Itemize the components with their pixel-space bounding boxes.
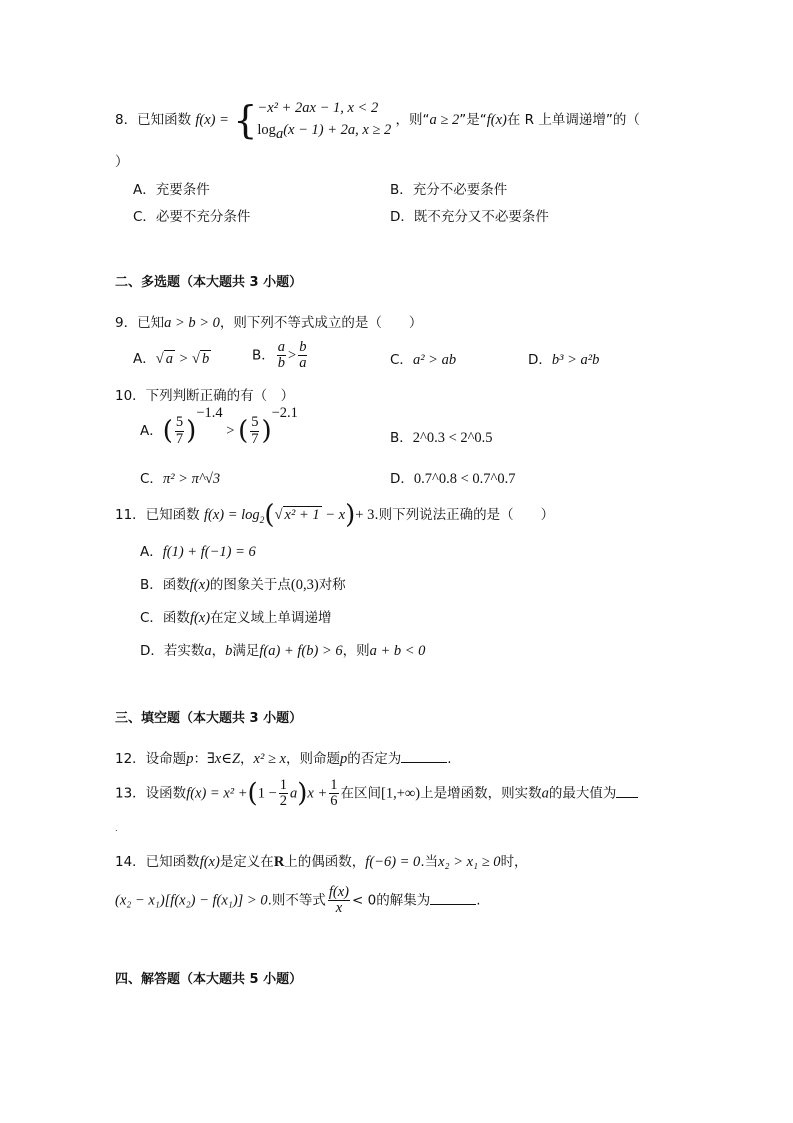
section-3-title: 三、填空题（本大题共 3 小题）: [115, 711, 303, 726]
question-14-line-2: (x₂ − x₁)[f(x₂) − f(x₁)] > 0.则不等式 $\frac{f(x)}{x}$ < 0的解集为 .: [115, 884, 481, 917]
q9-option-a: A．√ a > √ b: [133, 351, 210, 367]
q14-answer-blank: [430, 892, 476, 905]
question-12: 12．设命题p：∃x∈Z，x² ≥ x，则命题p的否定为 .: [115, 751, 452, 767]
section-4-title: 四、解答题（本大题共 5 小题）: [115, 972, 303, 987]
q10-option-d: D．0.7^0.8 < 0.7^0.7: [390, 471, 516, 487]
q11-option-b: B．函数f(x)的图象关于点(0,3)对称: [140, 577, 346, 593]
q11-option-d: D．若实数a，b满足f(a) + f(b) > 6，则a + b < 0: [140, 643, 426, 659]
section-2-title: 二、多选题（本大题共 3 小题）: [115, 275, 303, 290]
q8-function: f(x) =: [195, 111, 229, 128]
q10-option-b: B．2^0.3 < 2^0.5: [390, 430, 493, 446]
q8-piecewise: −x² + 2ax − 1, x < 2 $\log_a(x - 1) + 2a$, x ≥ 2: [257, 100, 392, 142]
question-8-stem: 8．已知函数 f(x) = { −x² + 2ax − 1, x < 2 $\log_a(x - 1) + 2a$, x ≥ 2 ，则“a ≥ 2”是“f(x)在 R 上单调递增”的（: [115, 97, 640, 142]
q10-option-a: A．( $\frac{5}{7}$ )$^{-1.4}$ > ( $\frac{5}{7}$ )$^{-2.1}$: [140, 405, 298, 447]
q12-answer-blank: [401, 750, 447, 763]
question-9-stem: 9．已知a > b > 0，则下列不等式成立的是（ ）: [115, 315, 423, 331]
q8-option-d: D．既不充分又不必要条件: [390, 209, 549, 225]
q8-option-b: B．充分不必要条件: [390, 182, 508, 198]
q11-option-c: C．函数f(x)在定义域上单调递增: [140, 610, 332, 626]
question-14-line-1: 14．已知函数f(x)是定义在R上的偶函数，f(−6) = 0.当x₂ > x₁ ≥ 0时，: [115, 854, 528, 870]
question-11-stem: 11．已知函数 $f(x) = \log_2(√$ x² + 1 − x)+ 3.则下列说法正确的是（ ）: [115, 500, 555, 530]
q8-option-c: C．必要不充分条件: [133, 209, 251, 225]
question-10-stem: 10．下列判断正确的有（ ）: [115, 388, 295, 404]
question-13: 13．设函数f(x) = x² +(1 − $\frac{1}{2}$ a)x + $\frac{1}{6}$ 在区间[1,+∞)上是增函数，则实数a的最大值为: [115, 778, 638, 809]
q13-stray-dot: .: [115, 824, 118, 833]
q9-option-c: C．a² > ab: [390, 352, 457, 368]
q13-answer-blank: [616, 785, 638, 798]
q8-close-paren: ）: [115, 154, 129, 170]
q10-option-c: C．π² > π^√3: [140, 471, 221, 487]
q8-option-a: A．充要条件: [133, 182, 210, 198]
q9-option-b: B． $\frac{a}{b}$ > $\frac{b}{a}$: [252, 339, 307, 372]
q11-option-a: A．f(1) + f(−1) = 6: [140, 544, 256, 560]
q9-option-d: D．b³ > a²b: [528, 352, 600, 368]
